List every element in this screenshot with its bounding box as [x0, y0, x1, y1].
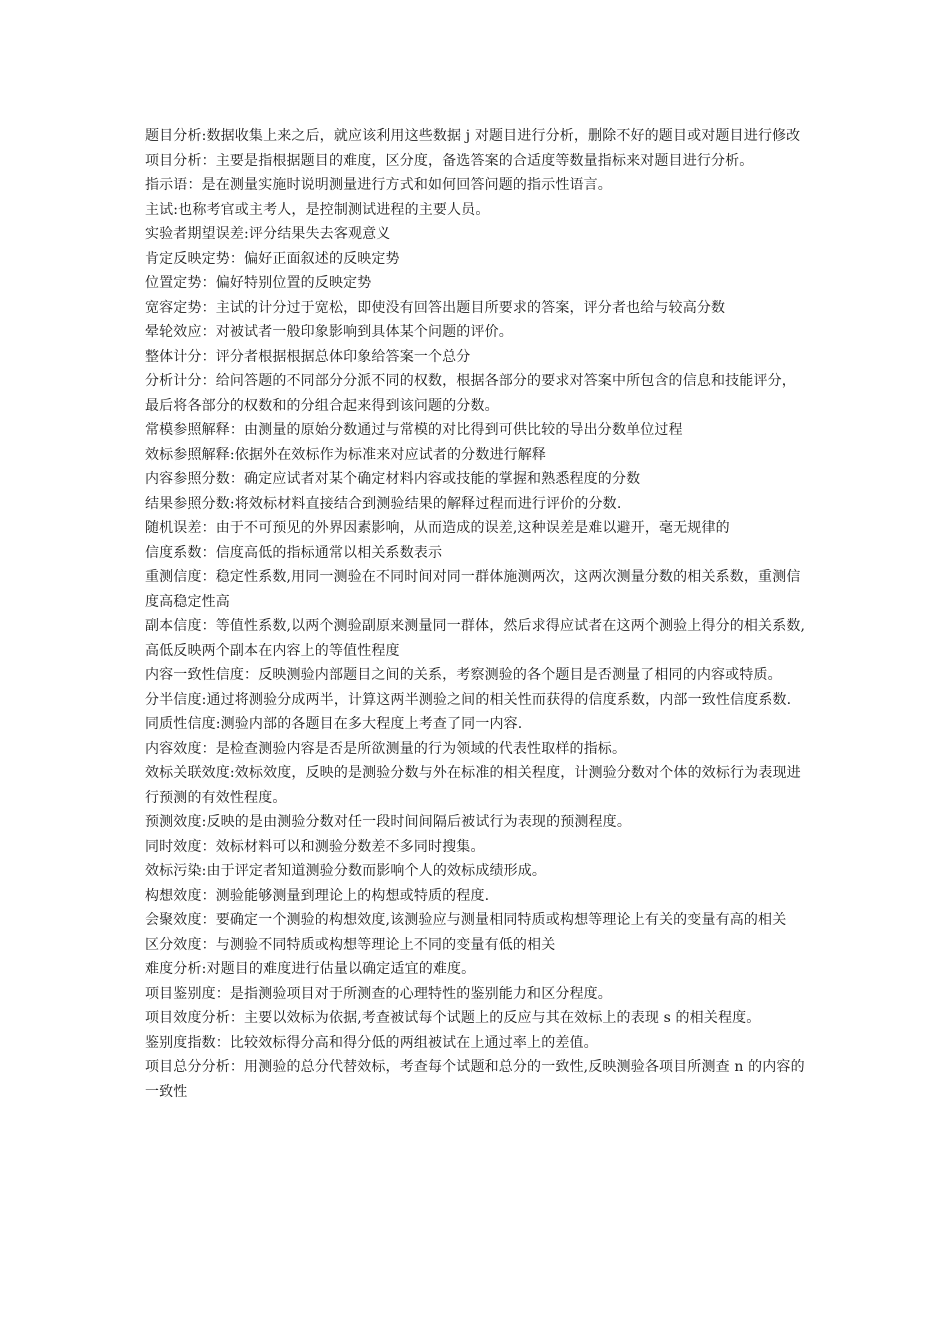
paragraph-criterion-referenced: 效标参照解释:依据外在效标作为标准来对应试者的分数进行解释 [145, 446, 547, 463]
paragraph-concurrent-validity: 同时效度：效标材料可以和测验分数差不多同时搜集。 [145, 838, 485, 855]
paragraph-homogeneity: 同质性信度:测验内部的各题目在多大程度上考查了同一内容. [145, 716, 523, 732]
paragraph-alternate-forms: 副本信度：等值性系数,以两个测验副原来测量同一群体，然后求得应试者在这两个测验上得分的相关系数,高低反映两个副本在内容上的等值性程度 [145, 618, 806, 659]
paragraph-item-discrimination: 项目鉴别度：是指测验项目对于所测查的心理特性的鉴别能力和区分程度。 [145, 985, 612, 1002]
paragraph-leniency-set: 宽容定势：主试的计分过于宽松，即使没有回答出题目所要求的答案，评分者也给与较高分数 [145, 299, 726, 316]
paragraph-reliability-coefficient: 信度系数：信度高低的指标通常以相关系数表示 [145, 544, 443, 561]
paragraph-item-validity-analysis: 项目效度分析：主要以效标为依据,考查被试每个试题上的反应与其在效标上的表现 s 的相关程度。 [145, 1010, 761, 1026]
paragraph-item-analysis: 题目分析:数据收集上来之后，就应该利用这些数据 j 对题目进行分析，删除不好的题目或对题目进行修改 [145, 128, 801, 144]
paragraph-content-validity: 内容效度：是检查测验内容是否是所欲测量的行为领域的代表性取样的指标。 [145, 740, 627, 757]
paragraph-test-retest: 重测信度：稳定性系数,用同一测验在不同时间对同一群体施测两次，这两次测量分数的相关系数，重测信度高稳定性高 [145, 569, 801, 610]
paragraph-holistic-scoring: 整体计分：评分者根据根据总体印象给答案一个总分 [145, 348, 471, 365]
paragraph-construct-validity: 构想效度：测验能够测量到理论上的构想或特质的程度. [145, 887, 490, 904]
document-body [145, 124, 810, 1104]
paragraph-criterion-validity: 效标关联效度:效标效度，反映的是测验分数与外在标准的相关程度，计测验分数对个体的效标行为表现进行预测的有效性程度。 [145, 765, 801, 806]
paragraph-difficulty-analysis: 难度分析:对题目的难度进行估量以确定适宜的难度。 [145, 961, 476, 977]
paragraph-split-half: 分半信度:通过将测验分成两半，计算这两半测验之间的相关性而获得的信度系数，内部一致性信度系数. [145, 691, 792, 708]
paragraph-convergent-validity: 会聚效度：要确定一个测验的构想效度,该测验应与测量相同特质或构想等理论上有关的变量有高的相关 [145, 912, 787, 928]
paragraph-criterion-contamination: 效标污染:由于评定者知道测验分数而影响个人的效标成绩形成。 [145, 863, 547, 879]
paragraph-item-total-analysis: 项目总分分析：用测验的总分代替效标，考查每个试题和总分的一致性,反映测验各项目所测查 n 的内容的一致性 [145, 1059, 805, 1100]
paragraph-random-error: 随机误差：由于不可预见的外界因素影响，从而造成的误差,这种误差是难以避开，毫无规律的 [145, 520, 730, 536]
paragraph-discriminant-validity: 区分效度：与测验不同特质或构想等理论上不同的变量有低的相关 [145, 936, 556, 953]
paragraph-internal-consistency: 内容一致性信度：反映测验内部题目之间的关系，考察测验的各个题目是否测量了相同的内容或特质。 [145, 667, 782, 683]
paragraph-predictive-validity: 预测效度:反映的是由测验分数对任一段时间间隔后被试行为表现的预测程度。 [145, 814, 631, 830]
paragraph-content-referenced: 内容参照分数：确定应试者对某个确定材料内容或技能的掌握和熟悉程度的分数 [145, 471, 641, 487]
paragraph-project-analysis: 项目分析：主要是指根据题目的难度，区分度，备选答案的合适度等数量指标来对题目进行分析。 [145, 152, 754, 169]
paragraph-experimenter-expectancy: 实验者期望误差:评分结果失去客观意义 [145, 226, 391, 242]
paragraph-instructions: 指示语：是在测量实施时说明测量进行方式和如何回答问题的指示性语言。 [145, 177, 612, 193]
paragraph-halo-effect: 晕轮效应：对被试者一般印象影响到具体某个问题的评价。 [145, 324, 513, 340]
paragraph-discrimination-index: 鉴别度指数：比较效标得分高和得分低的两组被试在上通过率上的差值。 [145, 1034, 598, 1051]
paragraph-norm-referenced: 常模参照解释：由测量的原始分数通过与常模的对比得到可供比较的导出分数单位过程 [145, 422, 683, 438]
paragraph-acquiescence-set: 肯定反映定势：偏好正面叙述的反映定势 [145, 250, 400, 267]
paragraph-examiner: 主试:也称考官或主考人，是控制测试进程的主要人员。 [145, 201, 490, 218]
paragraph-position-set: 位置定势：偏好特别位置的反映定势 [145, 275, 372, 291]
paragraph-analytic-scoring: 分析计分：给问答题的不同部分分派不同的权数，根据各部分的要求对答案中所包含的信息和技能评分，最后将各部分的权数和的分组合起来得到该问题的分数。 [145, 373, 796, 414]
paragraph-outcome-referenced: 结果参照分数:将效标材料直接结合到测验结果的解释过程而进行评价的分数. [145, 495, 622, 512]
